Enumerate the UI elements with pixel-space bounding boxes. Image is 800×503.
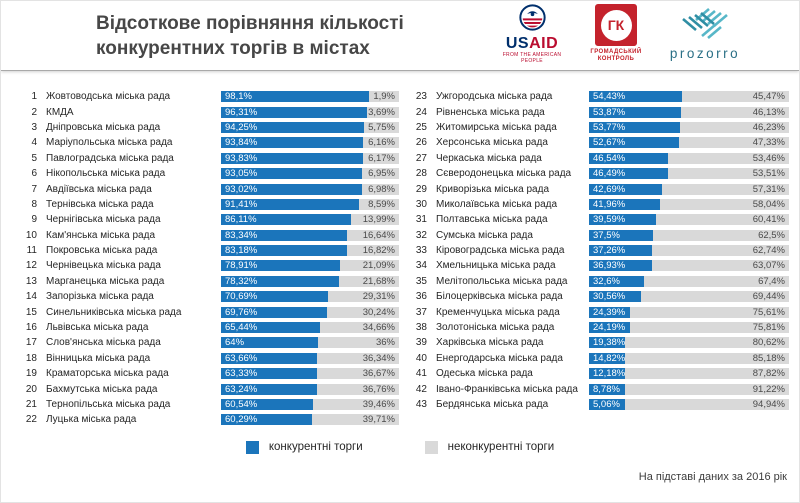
bar-competitive-value: 32,6% xyxy=(593,275,620,287)
row-city-label: Чернігівська міська рада xyxy=(46,214,161,226)
bar-competitive-value: 63,33% xyxy=(225,368,258,380)
table-row xyxy=(407,335,789,350)
table-row xyxy=(17,381,399,396)
row-city-label: Марганецька міська рада xyxy=(46,275,165,287)
bar-noncompetitive-value: 53,46% xyxy=(752,152,785,164)
bar-competitive-value: 19,38% xyxy=(593,337,626,349)
bar-noncompetitive-value: 94,94% xyxy=(752,399,785,410)
gk-logo xyxy=(586,4,646,63)
row-rank: 41 xyxy=(415,368,427,380)
bar-competitive-value: 46,49% xyxy=(593,168,626,180)
stacked-bar xyxy=(221,384,399,395)
bar-noncompetitive-value: 75,81% xyxy=(752,322,785,334)
table-row xyxy=(407,258,789,273)
usaid-seal-icon xyxy=(519,18,546,35)
stacked-bar xyxy=(589,260,789,271)
row-rank: 35 xyxy=(415,275,427,287)
bar-noncompetitive-value: 13,99% xyxy=(362,214,395,226)
bar-competitive-value: 37,26% xyxy=(593,245,626,257)
row-rank: 18 xyxy=(25,352,37,364)
row-city-label: Полтавська міська рада xyxy=(436,214,548,226)
table-row xyxy=(17,151,399,166)
stacked-bar xyxy=(589,337,789,348)
row-rank: 10 xyxy=(25,229,37,241)
bar-competitive-value: 93,84% xyxy=(225,137,258,149)
stacked-bar xyxy=(589,307,789,318)
bar-competitive-value: 93,02% xyxy=(225,183,258,195)
bar-competitive-value: 93,05% xyxy=(225,168,258,180)
bar-noncompetitive-value: 87,82% xyxy=(752,368,785,380)
table-row xyxy=(17,243,399,258)
bar-noncompetitive-value: 30,24% xyxy=(362,306,395,318)
row-city-label: Сєверодонецька міська рада xyxy=(436,168,572,180)
stacked-bar xyxy=(221,199,399,210)
stacked-bar xyxy=(589,291,789,302)
stacked-bar xyxy=(589,168,789,179)
bar-noncompetitive-value: 62,74% xyxy=(752,245,785,257)
row-city-label: Бахмутська міська рада xyxy=(46,383,158,395)
row-city-label: Мелітопольська міська рада xyxy=(436,275,568,287)
stacked-bar xyxy=(589,245,789,256)
bar-noncompetitive-value: 6,16% xyxy=(368,137,395,149)
usaid-caption: FROM THE AMERICAN PEOPLE xyxy=(502,52,562,64)
bar-noncompetitive-value: 1,9% xyxy=(373,91,395,103)
bar-competitive-value: 78,91% xyxy=(225,260,258,272)
bar-noncompetitive-value: 46,23% xyxy=(752,121,785,133)
bar-noncompetitive-value: 39,71% xyxy=(362,414,395,426)
row-city-label: Кам'янська міська рада xyxy=(46,229,156,241)
bar-noncompetitive-value: 63,07% xyxy=(752,260,785,272)
row-city-label: Павлоградська міська рада xyxy=(46,152,174,164)
row-city-label: Ужгородська міська рада xyxy=(436,91,553,103)
row-city-label: Авдіївська міська рада xyxy=(46,183,152,195)
row-city-label: Маріупольська міська рада xyxy=(46,137,173,149)
prozorro-wordmark: prozorro xyxy=(669,46,741,61)
stacked-bar xyxy=(221,307,399,318)
bar-noncompetitive-value: 36,34% xyxy=(362,352,395,364)
stacked-bar xyxy=(589,137,789,148)
table-row xyxy=(17,258,399,273)
bar-noncompetitive-value: 6,98% xyxy=(368,183,395,195)
table-row xyxy=(407,381,789,396)
row-rank: 40 xyxy=(415,352,427,364)
row-city-label: Кременчуцька міська рада xyxy=(436,306,560,318)
bar-noncompetitive-value: 21,09% xyxy=(362,260,395,272)
chart-title xyxy=(96,11,404,61)
bar-competitive-value: 53,87% xyxy=(593,106,626,118)
table-row xyxy=(17,197,399,212)
table-row xyxy=(17,412,399,427)
bar-noncompetitive-value: 45,47% xyxy=(752,91,785,103)
row-rank: 8 xyxy=(31,198,37,210)
stacked-bar xyxy=(221,214,399,225)
bar-competitive-value: 46,54% xyxy=(593,152,626,164)
row-rank: 1 xyxy=(31,91,37,103)
stacked-bar xyxy=(221,184,399,195)
bar-competitive-value: 86,11% xyxy=(225,214,257,226)
bar-competitive-value: 93,83% xyxy=(225,152,258,164)
row-city-label: Львівська міська рада xyxy=(46,322,149,334)
row-rank: 5 xyxy=(31,152,37,164)
row-rank: 7 xyxy=(31,183,37,195)
table-row xyxy=(17,397,399,412)
stacked-bar xyxy=(589,91,789,102)
table-row xyxy=(17,320,399,335)
stacked-bar-chart xyxy=(1,71,799,428)
row-city-label: Покровська міська рада xyxy=(46,245,158,257)
row-city-label: Івано-Франківська міська рада xyxy=(436,383,578,395)
stacked-bar xyxy=(221,337,399,348)
row-city-label: Херсонська міська рада xyxy=(436,137,548,149)
bar-competitive-value: 63,24% xyxy=(225,383,258,395)
bar-noncompetitive-value: 75,61% xyxy=(752,306,785,318)
table-row xyxy=(17,89,399,104)
bar-competitive-value: 39,59% xyxy=(593,214,626,226)
chart-title-line2: конкурентних торгів в містах xyxy=(96,38,370,59)
bar-noncompetitive-value: 3,69% xyxy=(368,106,395,118)
table-row xyxy=(17,120,399,135)
bar-noncompetitive-value: 36,67% xyxy=(362,368,395,380)
legend-item-noncompetitive xyxy=(425,441,555,454)
stacked-bar xyxy=(221,291,399,302)
row-city-label: Нікопольська міська рада xyxy=(46,168,166,180)
stacked-bar xyxy=(221,322,399,333)
bar-competitive-value: 70,69% xyxy=(225,291,258,303)
stacked-bar xyxy=(221,230,399,241)
table-row xyxy=(17,135,399,150)
bar-competitive-value: 63,66% xyxy=(225,352,258,364)
bar-competitive-value: 96,31% xyxy=(225,106,258,118)
row-city-label: Миколаївська міська рада xyxy=(436,198,558,210)
table-row xyxy=(17,289,399,304)
row-city-label: Жовтоводська міська рада xyxy=(46,91,171,103)
row-city-label: Рівненська міська рада xyxy=(436,106,545,118)
bar-competitive-value: 83,18% xyxy=(225,245,258,257)
stacked-bar xyxy=(589,368,789,379)
header xyxy=(1,1,799,71)
row-rank: 2 xyxy=(31,106,37,118)
bar-competitive-value: 83,34% xyxy=(225,229,258,241)
row-rank: 28 xyxy=(415,168,427,180)
bar-noncompetitive-value: 29,31% xyxy=(362,291,395,303)
usaid-wordmark: USAID xyxy=(505,35,559,52)
bar-competitive-value: 54,43% xyxy=(593,91,626,103)
row-rank: 22 xyxy=(25,414,37,426)
bar-noncompetitive-value: 16,82% xyxy=(362,245,395,257)
bar-competitive-value: 36,93% xyxy=(593,260,626,272)
row-city-label: Білоцерківська міська рада xyxy=(436,291,563,303)
row-rank: 19 xyxy=(25,368,37,380)
bar-noncompetitive-value: 53,51% xyxy=(752,168,785,180)
row-city-label: Криворізька міська рада xyxy=(436,183,550,195)
stacked-bar xyxy=(589,214,789,225)
bar-competitive-value: 98,1% xyxy=(225,91,252,103)
row-city-label: Черкаська міська рада xyxy=(436,152,542,164)
row-rank: 24 xyxy=(415,106,427,118)
bar-competitive-value: 65,44% xyxy=(225,322,258,334)
bar-noncompetitive-value: 60,41% xyxy=(752,214,785,226)
logo-strip xyxy=(493,4,749,64)
stacked-bar xyxy=(221,122,399,133)
bar-noncompetitive-value: 58,04% xyxy=(752,198,785,210)
row-rank: 39 xyxy=(415,337,427,349)
table-row xyxy=(407,243,789,258)
table-row xyxy=(407,289,789,304)
bar-competitive-value: 30,56% xyxy=(593,291,626,303)
table-row xyxy=(407,197,789,212)
row-city-label: Краматорська міська рада xyxy=(46,368,169,380)
table-row xyxy=(407,397,789,412)
row-rank: 36 xyxy=(415,291,427,303)
bar-noncompetitive-value: 47,33% xyxy=(752,137,785,149)
row-city-label: Енергодарська міська рада xyxy=(436,352,563,364)
bar-noncompetitive-value: 8,59% xyxy=(368,198,395,210)
bar-competitive-value: 8,78% xyxy=(593,383,620,395)
stacked-bar xyxy=(221,153,399,164)
stacked-bar xyxy=(589,199,789,210)
bar-competitive-value: 24,39% xyxy=(593,306,626,318)
bar-competitive-value: 94,25% xyxy=(225,121,258,133)
bar-competitive-value: 12,18% xyxy=(593,368,626,380)
stacked-bar xyxy=(589,184,789,195)
stacked-bar xyxy=(221,368,399,379)
row-city-label: Вінницька міська рада xyxy=(46,352,151,364)
stacked-bar xyxy=(589,153,789,164)
row-city-label: КМДА xyxy=(46,106,74,118)
bar-competitive-value: 24,19% xyxy=(593,322,626,334)
table-row xyxy=(407,351,789,366)
bar-noncompetitive-value: 67,4% xyxy=(758,275,785,287)
row-rank: 13 xyxy=(25,275,37,287)
usaid-logo xyxy=(493,4,571,64)
gk-emblem-icon: ГК xyxy=(595,4,637,46)
table-row xyxy=(17,351,399,366)
table-row xyxy=(407,304,789,319)
bar-competitive-value: 64% xyxy=(225,337,245,349)
bar-noncompetitive-value: 91,22% xyxy=(752,383,785,395)
row-rank: 25 xyxy=(415,121,427,133)
row-city-label: Харківська міська рада xyxy=(436,337,544,349)
stacked-bar xyxy=(589,122,789,133)
bar-competitive-value: 14,82% xyxy=(593,352,626,364)
bar-competitive-value: 41,96% xyxy=(593,198,626,210)
bar-noncompetitive-value: 16,64% xyxy=(362,229,395,241)
row-rank: 11 xyxy=(26,245,37,257)
bar-competitive-value: 37,5% xyxy=(593,229,620,241)
row-city-label: Золотоніська міська рада xyxy=(436,322,555,334)
bar-noncompetitive-value: 39,46% xyxy=(362,399,395,410)
table-row xyxy=(17,212,399,227)
table-row xyxy=(407,320,789,335)
bar-noncompetitive-value: 36% xyxy=(375,337,395,349)
row-rank: 17 xyxy=(25,337,37,349)
row-rank: 43 xyxy=(415,399,427,410)
stacked-bar xyxy=(221,399,399,410)
row-rank: 32 xyxy=(415,229,427,241)
bar-competitive-value: 42,69% xyxy=(593,183,626,195)
legend-label-noncompetitive: неконкурентні торги xyxy=(447,441,555,454)
table-row xyxy=(407,104,789,119)
row-rank: 33 xyxy=(415,245,427,257)
legend-swatch-noncompetitive xyxy=(425,441,438,454)
row-city-label: Тернівська міська рада xyxy=(46,198,154,210)
table-row xyxy=(407,166,789,181)
row-city-label: Луцька міська рада xyxy=(46,414,137,426)
prozorro-chevrons-icon xyxy=(678,26,732,43)
prozorro-logo xyxy=(661,4,749,61)
row-rank: 23 xyxy=(415,91,427,103)
bar-competitive-value: 60,54% xyxy=(225,399,258,410)
row-rank: 4 xyxy=(31,137,37,149)
row-city-label: Чернівецька міська рада xyxy=(46,260,161,272)
row-city-label: Бердянська міська рада xyxy=(436,399,549,410)
table-row xyxy=(407,89,789,104)
row-rank: 20 xyxy=(25,383,37,395)
bar-noncompetitive-value: 85,18% xyxy=(752,352,785,364)
row-rank: 12 xyxy=(25,260,37,272)
row-rank: 34 xyxy=(415,260,427,272)
legend-item-competitive xyxy=(246,441,363,454)
table-row xyxy=(17,304,399,319)
row-city-label: Тернопільська міська рада xyxy=(46,399,171,410)
bar-noncompetitive-value: 69,44% xyxy=(752,291,785,303)
row-city-label: Дніпровська міська рада xyxy=(46,121,161,133)
row-rank: 30 xyxy=(415,198,427,210)
stacked-bar xyxy=(589,384,789,395)
row-rank: 6 xyxy=(31,168,37,180)
table-row xyxy=(17,181,399,196)
bar-competitive-value: 69,76% xyxy=(225,306,258,318)
row-rank: 3 xyxy=(31,121,37,133)
stacked-bar xyxy=(221,260,399,271)
row-city-label: Запорізька міська рада xyxy=(46,291,154,303)
row-rank: 31 xyxy=(415,214,427,226)
table-row xyxy=(17,104,399,119)
legend-label-competitive: конкурентні торги xyxy=(268,441,363,454)
table-row xyxy=(17,366,399,381)
table-row xyxy=(407,151,789,166)
bar-competitive-value: 91,41% xyxy=(225,198,258,210)
footer-note: На підставі даних за 2016 рік xyxy=(638,471,787,483)
table-row xyxy=(17,166,399,181)
stacked-bar xyxy=(589,107,789,118)
stacked-bar xyxy=(221,107,399,118)
bar-competitive-value: 5,06% xyxy=(593,399,620,410)
stacked-bar xyxy=(221,276,399,287)
bar-noncompetitive-value: 6,17% xyxy=(368,152,395,164)
stacked-bar xyxy=(589,276,789,287)
row-city-label: Кіровоградська міська рада xyxy=(436,245,565,257)
table-row xyxy=(17,228,399,243)
row-city-label: Синельниківська міська рада xyxy=(46,306,182,318)
bar-noncompetitive-value: 57,31% xyxy=(752,183,785,195)
stacked-bar xyxy=(221,91,399,102)
table-row xyxy=(17,274,399,289)
stacked-bar xyxy=(221,245,399,256)
stacked-bar xyxy=(589,230,789,241)
row-rank: 16 xyxy=(25,322,37,334)
stacked-bar xyxy=(221,137,399,148)
legend-swatch-competitive xyxy=(246,441,259,454)
row-rank: 21 xyxy=(25,399,37,410)
bar-noncompetitive-value: 34,66% xyxy=(362,322,395,334)
stacked-bar xyxy=(589,322,789,333)
bar-competitive-value: 78,32% xyxy=(225,275,258,287)
bar-competitive-value: 53,77% xyxy=(593,121,626,133)
row-rank: 14 xyxy=(25,291,37,303)
row-city-label: Хмельницька міська рада xyxy=(436,260,556,272)
legend xyxy=(1,441,799,454)
row-rank: 15 xyxy=(25,306,37,318)
stacked-bar xyxy=(221,168,399,179)
row-rank: 26 xyxy=(415,137,427,149)
bar-noncompetitive-value: 80,62% xyxy=(752,337,785,349)
table-row xyxy=(17,335,399,350)
stacked-bar xyxy=(221,353,399,364)
bar-noncompetitive-value: 6,95% xyxy=(368,168,395,180)
stacked-bar xyxy=(589,353,789,364)
row-rank: 9 xyxy=(31,214,37,226)
row-rank: 27 xyxy=(415,152,427,164)
table-row xyxy=(407,120,789,135)
bar-competitive-value: 52,67% xyxy=(593,137,626,149)
bar-noncompetitive-value: 46,13% xyxy=(752,106,785,118)
bar-noncompetitive-value: 5,75% xyxy=(368,121,395,133)
chart-title-line1: Відсоткове порівняння кількості xyxy=(96,13,404,34)
row-rank: 29 xyxy=(415,183,427,195)
stacked-bar xyxy=(589,399,789,410)
row-city-label: Одеська міська рада xyxy=(436,368,533,380)
row-rank: 42 xyxy=(415,383,427,395)
chart-column-left xyxy=(17,89,399,428)
table-row xyxy=(407,274,789,289)
gk-caption: ГРОМАДСЬКИЙ КОНТРОЛЬ xyxy=(590,49,642,62)
table-row xyxy=(407,135,789,150)
table-row xyxy=(407,181,789,196)
row-city-label: Житомирська міська рада xyxy=(436,121,557,133)
table-row xyxy=(407,366,789,381)
row-rank: 37 xyxy=(415,306,427,318)
table-row xyxy=(407,212,789,227)
bar-noncompetitive-value: 21,68% xyxy=(362,275,395,287)
row-city-label: Сумська міська рада xyxy=(436,229,533,241)
row-rank: 38 xyxy=(415,322,427,334)
chart-column-right xyxy=(407,89,789,428)
bar-noncompetitive-value: 62,5% xyxy=(758,229,785,241)
table-row xyxy=(407,228,789,243)
stacked-bar xyxy=(221,414,399,425)
row-city-label: Слов'янська міська рада xyxy=(46,337,161,349)
bar-competitive-value: 60,29% xyxy=(225,414,258,426)
bar-noncompetitive-value: 36,76% xyxy=(362,383,395,395)
